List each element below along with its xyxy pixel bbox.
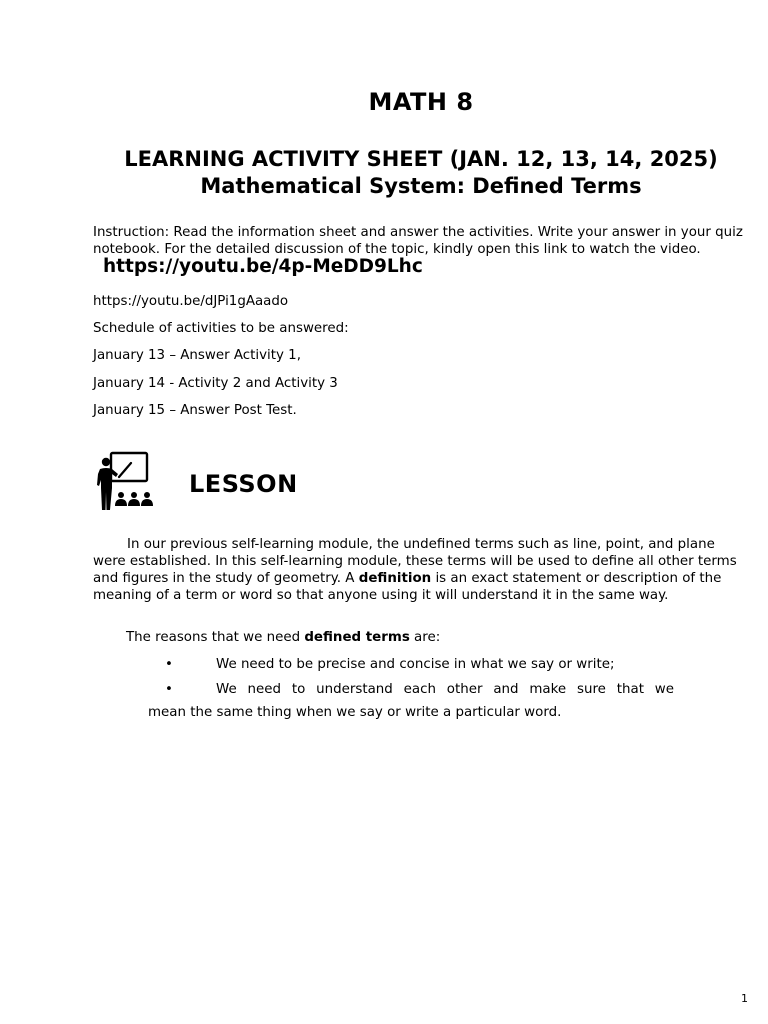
sheet-title-line2: Mathematical System: Defined Terms <box>200 174 642 198</box>
reasons-pre: The reasons that we need <box>126 630 305 645</box>
reasons-post: are: <box>409 630 441 645</box>
schedule-item: January 15 – Answer Post Test. <box>93 403 297 418</box>
page-number: 1 <box>741 992 748 1005</box>
course-title: MATH 8 <box>368 88 474 116</box>
schedule-heading: Schedule of activities to be answered: <box>93 321 349 336</box>
video-link[interactable]: https://youtu.be/4p-MeDD9Lhc <box>103 256 423 277</box>
schedule-item: January 14 - Activity 2 and Activity 3 <box>93 376 338 391</box>
bullet-continuation: mean the same thing when we say or write a particular word. <box>148 705 562 720</box>
bullet-text: We need to be precise and concise in what we say or write; <box>216 657 615 672</box>
definition-term: definition <box>358 571 432 586</box>
sheet-title <box>90 146 752 200</box>
lesson-paragraph <box>93 536 743 604</box>
lesson-paragraph-part1: In our previous self-learning module, the undefined terms such as line, point, and plane were established. In this self-learning module, these terms will be used to define all other terms and figures in the study of geometry. A <box>93 537 737 586</box>
bullet-dot: • <box>165 682 173 697</box>
schedule-item: January 13 – Answer Activity 1, <box>93 348 301 363</box>
reasons-line <box>126 630 440 645</box>
instruction-paragraph <box>93 224 743 277</box>
bullet-text: We need to understand each other and make sure that we <box>216 682 674 697</box>
sheet-title-line1: LEARNING ACTIVITY SHEET (JAN. 12, 13, 14, 2025) <box>124 147 718 171</box>
lesson-paragraph-part2: is an exact statement or description of the meaning of a term or word so that anyone using it will understand it in the same way. <box>93 571 722 603</box>
second-video-link[interactable]: https://youtu.be/dJPi1gAaado <box>93 294 289 309</box>
bullet-dot: • <box>165 657 173 672</box>
instruction-text: Instruction: Read the information sheet and answer the activities. Write your answer in your quiz notebook. For the detailed discussion of the topic, kindly open this link to watch the video. <box>93 225 743 257</box>
teacher-presentation-icon <box>96 450 158 512</box>
defined-terms-bold: defined terms <box>304 630 410 645</box>
lesson-heading: LESSON <box>189 470 298 498</box>
